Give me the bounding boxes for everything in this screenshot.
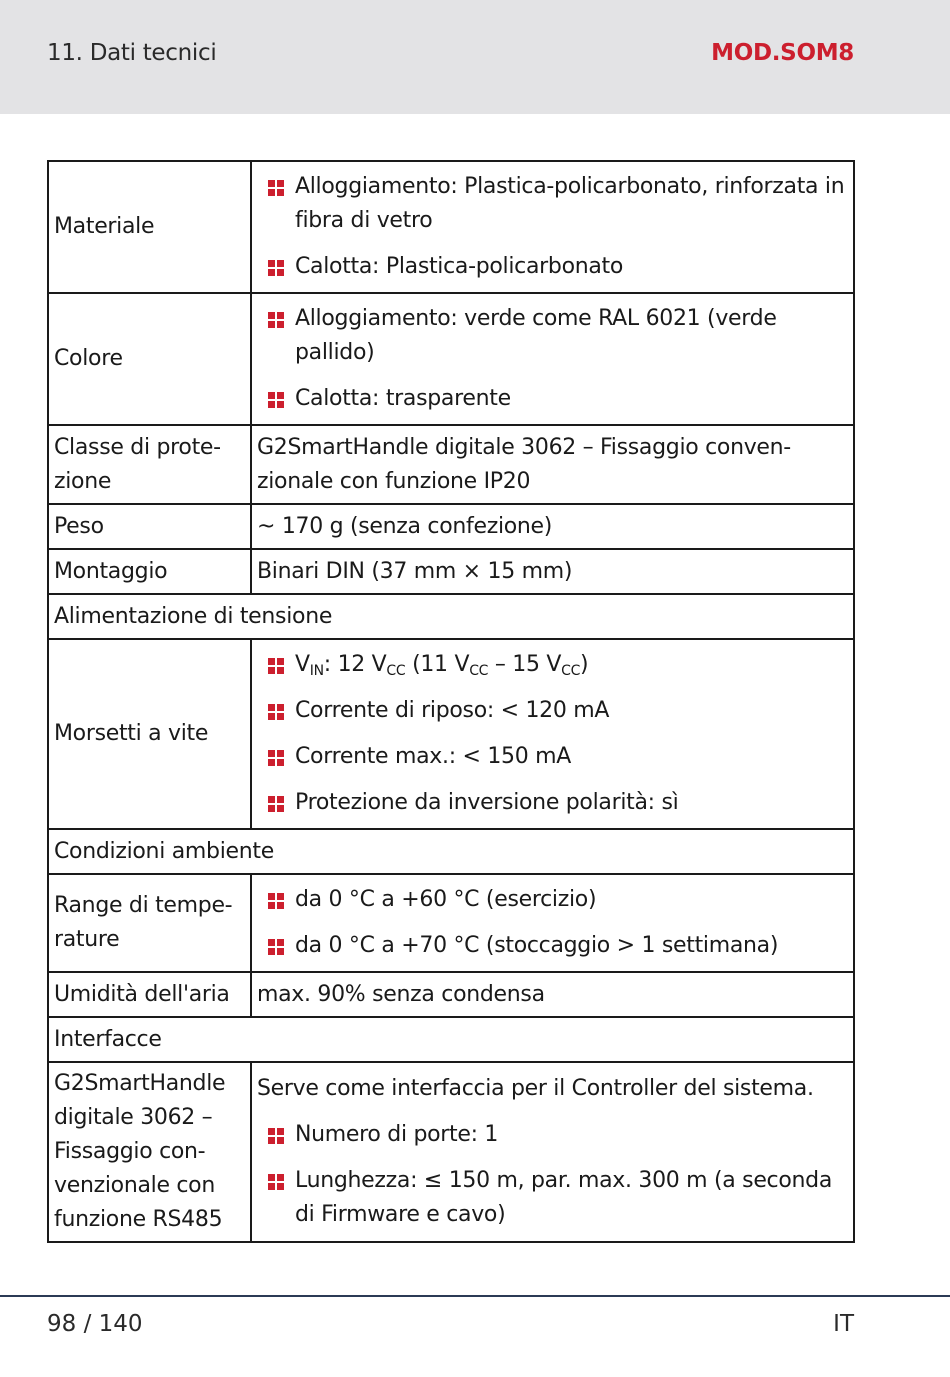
section-title: 11. Dati tecnici	[47, 40, 217, 66]
row-label: Umidità dell'aria	[48, 972, 251, 1017]
list-item	[257, 694, 849, 728]
row-intro-text: Serve come interfaccia per il Controller del sistema.	[257, 1076, 814, 1101]
bullet-list	[257, 1118, 849, 1232]
list-item-text: Calotta: Plastica-policarbonato	[295, 254, 624, 279]
row-value: max. 90% senza condensa	[251, 972, 854, 1017]
bullet-icon	[268, 312, 284, 328]
bullet-icon	[268, 392, 284, 408]
list-item	[257, 740, 849, 774]
list-item-text: Calotta: trasparente	[295, 386, 511, 411]
row-value	[251, 874, 854, 972]
table-row	[48, 161, 854, 293]
row-label: Morsetti a vite	[48, 639, 251, 829]
list-item-text: Corrente di riposo: < 120 mA	[295, 698, 610, 723]
bullet-icon	[268, 939, 284, 955]
row-value	[251, 161, 854, 293]
list-item	[257, 929, 849, 963]
list-item-text: Alloggiamento: verde come RAL 6021 (verde pallido)	[295, 306, 777, 365]
table-row	[48, 425, 854, 504]
row-value	[251, 1062, 854, 1242]
table-row	[48, 874, 854, 972]
bullet-icon	[268, 796, 284, 812]
table-row	[48, 1062, 854, 1242]
page-header	[0, 0, 950, 114]
list-item	[257, 648, 849, 682]
bullet-icon	[268, 1128, 284, 1144]
list-item	[257, 1164, 849, 1232]
bullet-icon	[268, 704, 284, 720]
row-label: Colore	[48, 293, 251, 425]
list-item	[257, 382, 849, 416]
row-label: Range di tempe-rature	[48, 874, 251, 972]
list-item-text: Corrente max.: < 150 mA	[295, 744, 571, 769]
row-label: Materiale	[48, 161, 251, 293]
list-item	[257, 302, 849, 370]
technical-data-table	[47, 160, 855, 1243]
list-item-text: Lunghezza: ≤ 150 m, par. max. 300 m (a seconda di Firmware e cavo)	[295, 1168, 832, 1227]
list-item	[257, 170, 849, 238]
bullet-icon	[268, 750, 284, 766]
footer-divider	[0, 1295, 950, 1297]
section-heading: Alimentazione di tensione	[48, 594, 854, 639]
list-item-text: Protezione da inversione polarità: sì	[295, 790, 679, 815]
page-number: 98 / 140	[47, 1311, 143, 1337]
list-item-text: Numero di porte: 1	[295, 1122, 499, 1147]
table-row	[48, 594, 854, 639]
row-value: G2SmartHandle digitale 3062 – Fissaggio conven-zionale con funzione IP20	[251, 425, 854, 504]
row-value: Binari DIN (37 mm × 15 mm)	[251, 549, 854, 594]
row-label: Peso	[48, 504, 251, 549]
table-row	[48, 972, 854, 1017]
table-row	[48, 1017, 854, 1062]
row-label: Classe di prote-zione	[48, 425, 251, 504]
row-label: G2SmartHandle digitale 3062 – Fissaggio con-venzionale con funzione RS485	[48, 1062, 251, 1242]
bullet-list	[257, 883, 849, 963]
table-row	[48, 504, 854, 549]
bullet-list	[257, 170, 849, 284]
row-value	[251, 639, 854, 829]
section-heading: Interfacce	[48, 1017, 854, 1062]
bullet-list	[257, 648, 849, 820]
table-row	[48, 293, 854, 425]
model-name: MOD.SOM8	[711, 40, 854, 66]
voltage-input-text: $V_{IN}$: 12 $V_{CC}$ (11 $V_{CC} - 15$ $V_{CC}$)	[295, 652, 589, 679]
list-item-text: Alloggiamento: Plastica-policarbonato, rinforzata in fibra di vetro	[295, 174, 845, 233]
row-value: ~ 170 g (senza confezione)	[251, 504, 854, 549]
list-item-text: da 0 °C a +60 °C (esercizio)	[295, 887, 597, 912]
bullet-icon	[268, 893, 284, 909]
bullet-icon	[268, 1174, 284, 1190]
list-item	[257, 883, 849, 917]
list-item	[257, 1118, 849, 1152]
list-item	[257, 250, 849, 284]
language-code: IT	[833, 1311, 854, 1337]
table-row	[48, 829, 854, 874]
bullet-list	[257, 302, 849, 416]
bullet-icon	[268, 658, 284, 674]
list-item-text: da 0 °C a +70 °C (stoccaggio > 1 settimana)	[295, 933, 779, 958]
row-value	[251, 293, 854, 425]
list-item	[257, 786, 849, 820]
row-label: Montaggio	[48, 549, 251, 594]
table-row	[48, 639, 854, 829]
bullet-icon	[268, 260, 284, 276]
section-heading: Condizioni ambiente	[48, 829, 854, 874]
table-row	[48, 549, 854, 594]
bullet-icon	[268, 180, 284, 196]
